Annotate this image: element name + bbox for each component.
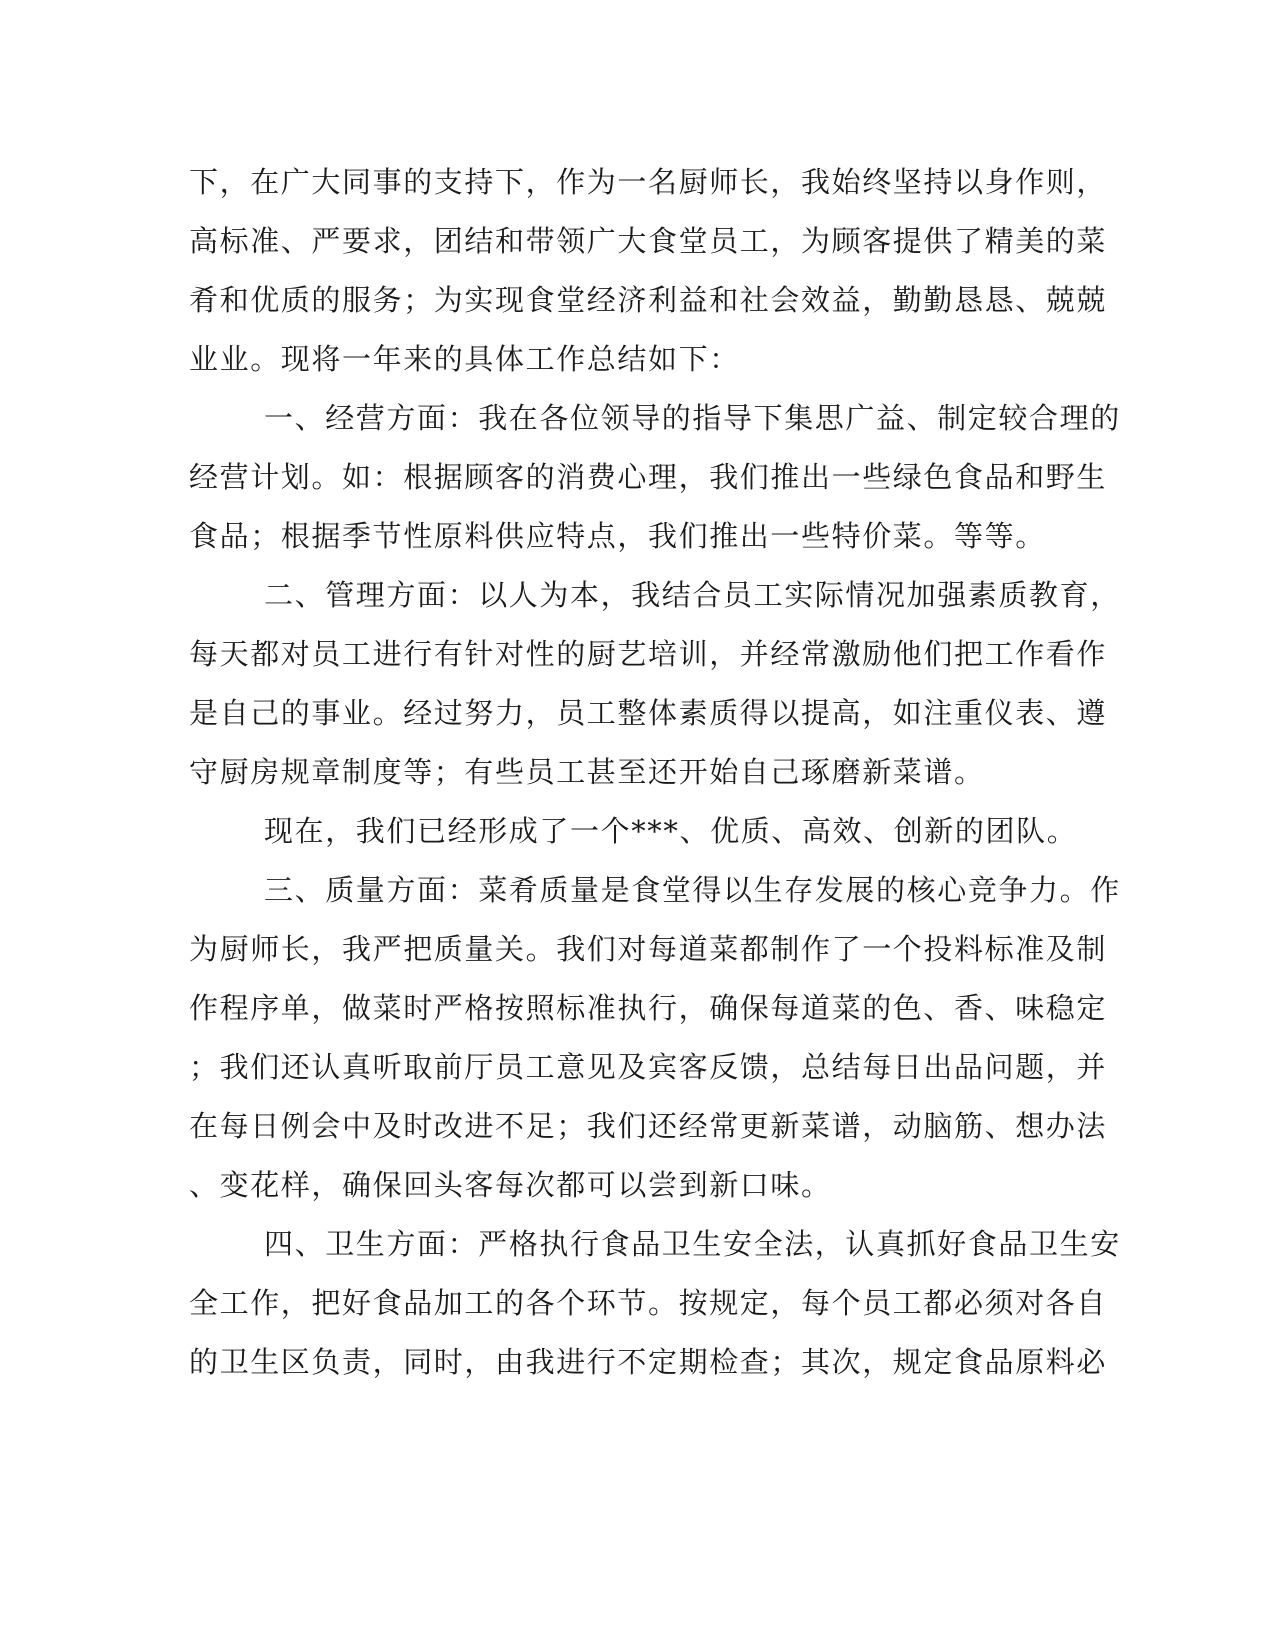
paragraph-first-line: 一、经营方面：我在各位领导的指导下集思广益、制定较合理的 <box>264 401 1121 435</box>
text-line: 守厨房规章制度等；有些员工甚至还开始自己琢磨新菜谱。 <box>189 755 985 789</box>
text-line: 肴和优质的服务；为实现食堂经济利益和社会效益，勤勤恳恳、兢兢 <box>189 283 1108 317</box>
text-line: 作程序单，做菜时严格按照标准执行，确保每道菜的色、香、味稳定 <box>189 991 1108 1025</box>
text-line: 经营计划。如：根据顾客的消费心理，我们推出一些绿色食品和野生 <box>189 460 1108 494</box>
paragraph-first-line: 二、管理方面：以人为本，我结合员工实际情况加强素质教育， <box>264 578 1121 612</box>
paragraph-first-line: 四、卫生方面：严格执行食品卫生安全法，认真抓好食品卫生安 <box>264 1227 1121 1261</box>
text-line: 食品；根据季节性原料供应特点，我们推出一些特价菜。等等。 <box>189 519 1046 553</box>
text-line: 业业。现将一年来的具体工作总结如下： <box>189 342 740 376</box>
text-line: 、变花样，确保回头客每次都可以尝到新口味。 <box>189 1168 832 1202</box>
paragraph-first-line: 现在，我们已经形成了一个***、优质、高效、创新的团队。 <box>264 814 1078 848</box>
text-line: 下，在广大同事的支持下，作为一名厨师长，我始终坚持以身作则， <box>189 165 1108 199</box>
text-line: 高标准、严要求，团结和带领广大食堂员工，为顾客提供了精美的菜 <box>189 224 1108 258</box>
text-line: 全工作，把好食品加工的各个环节。按规定，每个员工都必须对各自 <box>189 1286 1108 1320</box>
paragraph-first-line: 三、质量方面：菜肴质量是食堂得以生存发展的核心竞争力。作 <box>264 873 1121 907</box>
text-line: 为厨师长，我严把质量关。我们对每道菜都制作了一个投料标准及制 <box>189 932 1108 966</box>
text-line: 在每日例会中及时改进不足；我们还经常更新菜谱，动脑筋、想办法 <box>189 1109 1108 1143</box>
text-line: 每天都对员工进行有针对性的厨艺培训，并经常激励他们把工作看作 <box>189 637 1108 671</box>
text-line: 的卫生区负责，同时，由我进行不定期检查；其次，规定食品原料必 <box>189 1345 1108 1379</box>
text-line: ；我们还认真听取前厅员工意见及宾客反馈，总结每日出品问题，并 <box>189 1050 1108 1084</box>
text-line: 是自己的事业。经过努力，员工整体素质得以提高，如注重仪表、遵 <box>189 696 1108 730</box>
